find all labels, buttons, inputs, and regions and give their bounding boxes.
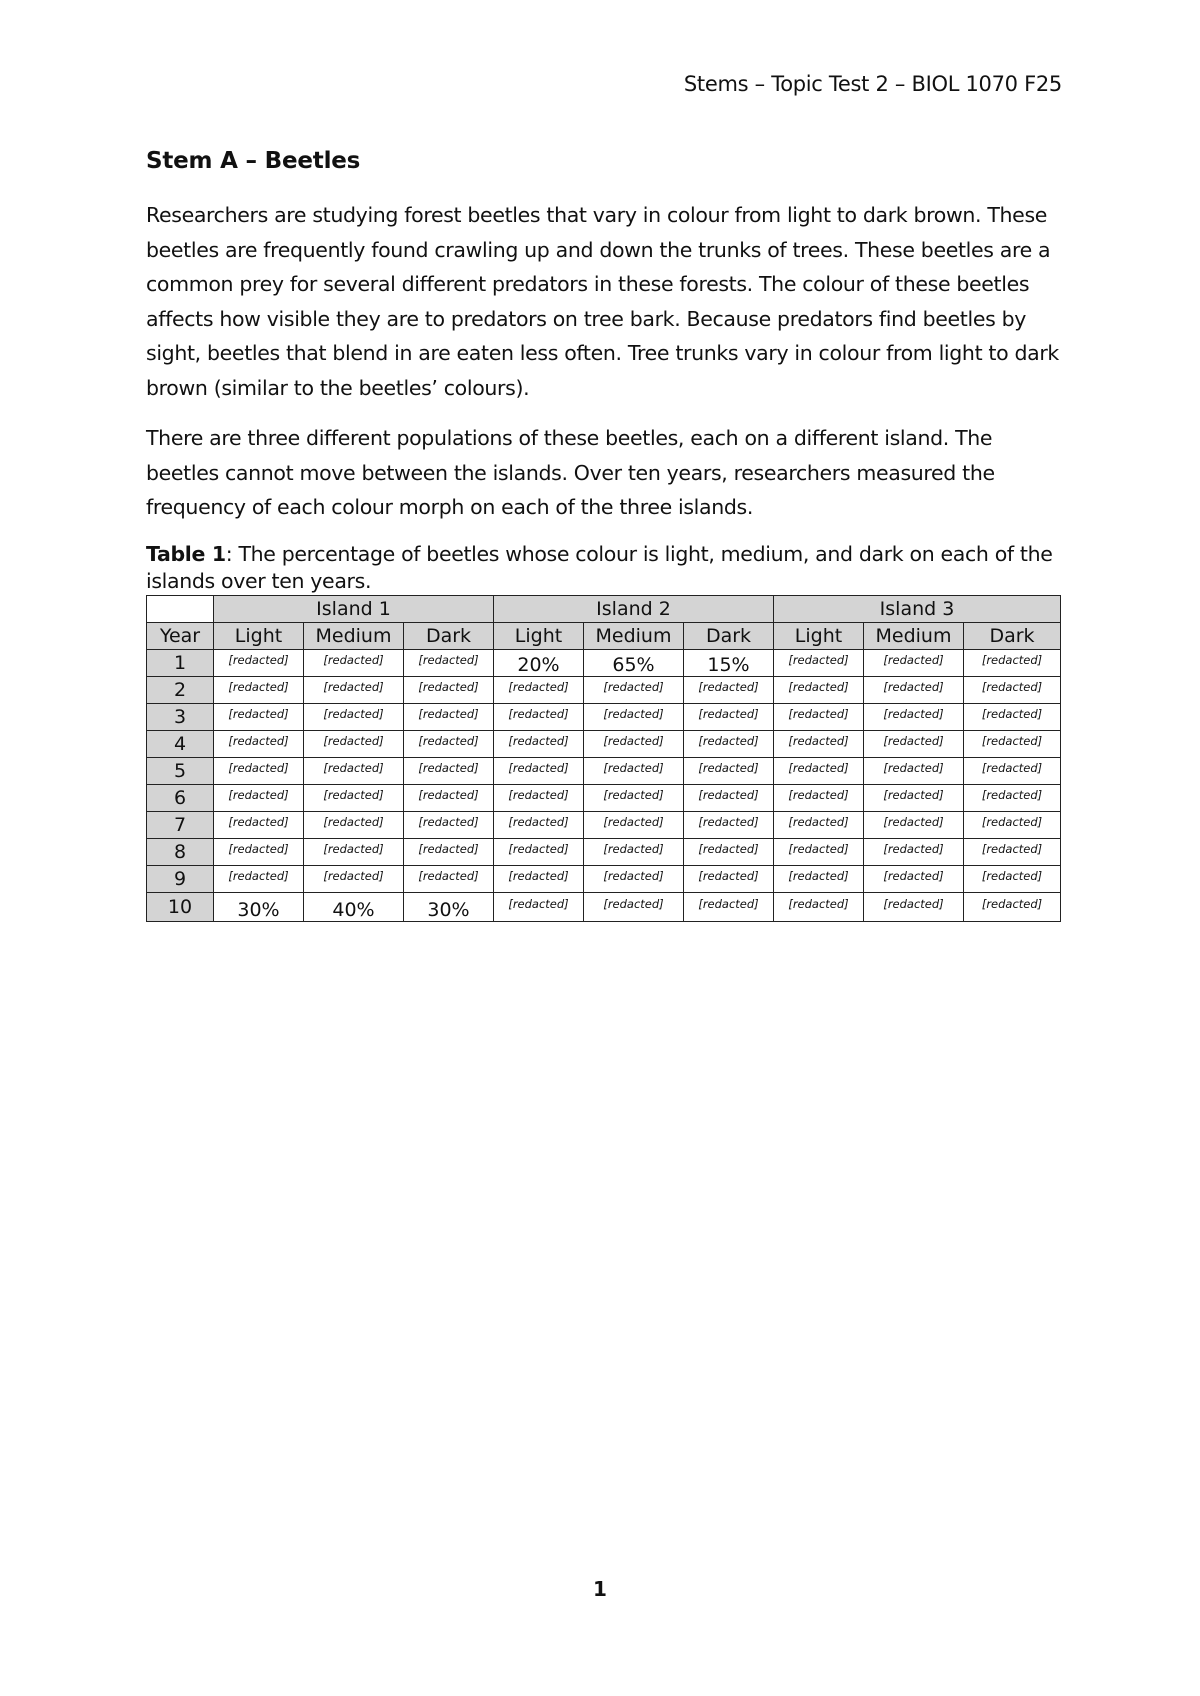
data-cell xyxy=(214,757,304,784)
data-cell xyxy=(774,703,864,730)
data-cell xyxy=(774,892,864,921)
redacted-value: [redacted] xyxy=(788,679,849,694)
data-cell xyxy=(774,676,864,703)
column-header-dark: Dark xyxy=(684,622,774,649)
table-row xyxy=(147,838,1061,865)
data-cell xyxy=(494,730,584,757)
data-cell xyxy=(774,865,864,892)
redacted-value: [redacted] xyxy=(228,814,289,829)
data-cell xyxy=(214,865,304,892)
data-cell xyxy=(584,703,684,730)
redacted-value: [redacted] xyxy=(883,706,944,721)
redacted-value: [redacted] xyxy=(418,787,479,802)
redacted-value: [redacted] xyxy=(698,733,759,748)
year-cell: 4 xyxy=(147,730,214,757)
redacted-value: [redacted] xyxy=(883,868,944,883)
redacted-value: [redacted] xyxy=(981,868,1043,883)
redacted-value: [redacted] xyxy=(603,841,664,856)
redacted-value: [redacted] xyxy=(508,787,569,802)
redacted-value: [redacted] xyxy=(981,706,1043,721)
stem-title: Stem A – Beetles xyxy=(146,148,361,174)
data-cell xyxy=(774,757,864,784)
redacted-value: [redacted] xyxy=(788,896,849,911)
data-cell xyxy=(964,865,1061,892)
redacted-value: [redacted] xyxy=(508,814,569,829)
column-header-light: Light xyxy=(494,622,584,649)
table-row xyxy=(147,757,1061,784)
year-cell: 10 xyxy=(147,892,214,921)
data-cell xyxy=(214,730,304,757)
data-cell xyxy=(304,757,404,784)
year-cell: 7 xyxy=(147,811,214,838)
year-cell: 9 xyxy=(147,865,214,892)
document-content xyxy=(146,148,1060,922)
data-cell xyxy=(684,757,774,784)
data-cell xyxy=(304,703,404,730)
redacted-value: [redacted] xyxy=(981,814,1043,829)
redacted-value: [redacted] xyxy=(981,679,1043,694)
redacted-value: [redacted] xyxy=(883,760,944,775)
redacted-value: [redacted] xyxy=(418,706,479,721)
data-cell xyxy=(584,784,684,811)
data-cell xyxy=(864,838,964,865)
redacted-value: [redacted] xyxy=(883,787,944,802)
data-cell xyxy=(864,811,964,838)
redacted-value: [redacted] xyxy=(323,706,384,721)
column-header-medium: Medium xyxy=(584,622,684,649)
redacted-value: [redacted] xyxy=(228,841,289,856)
data-cell xyxy=(774,838,864,865)
data-cell xyxy=(964,703,1061,730)
redacted-value: [redacted] xyxy=(508,841,569,856)
data-cell xyxy=(864,865,964,892)
data-cell xyxy=(964,676,1061,703)
redacted-value: [redacted] xyxy=(228,652,289,667)
data-cell xyxy=(964,757,1061,784)
redacted-value: [redacted] xyxy=(788,652,849,667)
data-cell xyxy=(864,892,964,921)
table-body xyxy=(147,649,1061,921)
data-cell xyxy=(304,811,404,838)
column-header-medium: Medium xyxy=(864,622,964,649)
year-cell: 8 xyxy=(147,838,214,865)
data-cell xyxy=(684,730,774,757)
data-cell xyxy=(404,784,494,811)
redacted-value: [redacted] xyxy=(698,706,759,721)
redacted-value: [redacted] xyxy=(228,679,289,694)
data-cell xyxy=(214,784,304,811)
data-cell xyxy=(584,730,684,757)
year-cell: 5 xyxy=(147,757,214,784)
island-1-header: Island 1 xyxy=(214,595,494,622)
redacted-value: [redacted] xyxy=(981,841,1043,856)
year-cell: 6 xyxy=(147,784,214,811)
data-cell xyxy=(304,649,404,676)
data-cell xyxy=(864,730,964,757)
data-cell xyxy=(494,892,584,921)
redacted-value: [redacted] xyxy=(981,896,1043,911)
data-cell xyxy=(404,757,494,784)
redacted-value: [redacted] xyxy=(981,787,1043,802)
data-cell xyxy=(404,811,494,838)
redacted-value: [redacted] xyxy=(418,679,479,694)
table-caption-label: Table 1 xyxy=(146,541,226,566)
data-cell: 30% xyxy=(214,892,304,921)
year-header: Year xyxy=(147,622,214,649)
redacted-value: [redacted] xyxy=(418,652,479,667)
redacted-value: [redacted] xyxy=(228,706,289,721)
redacted-value: [redacted] xyxy=(883,733,944,748)
data-cell xyxy=(684,892,774,921)
redacted-value: [redacted] xyxy=(508,868,569,883)
data-cell xyxy=(404,676,494,703)
redacted-value: [redacted] xyxy=(788,760,849,775)
page-number: 1 xyxy=(593,1577,607,1601)
year-cell: 2 xyxy=(147,676,214,703)
redacted-value: [redacted] xyxy=(418,760,479,775)
data-cell: 15% xyxy=(684,649,774,676)
redacted-value: [redacted] xyxy=(981,760,1043,775)
data-cell xyxy=(214,703,304,730)
table-row xyxy=(147,649,1061,676)
year-cell: 1 xyxy=(147,649,214,676)
redacted-value: [redacted] xyxy=(788,706,849,721)
data-cell xyxy=(684,703,774,730)
data-cell xyxy=(584,865,684,892)
data-cell: 65% xyxy=(584,649,684,676)
data-cell xyxy=(864,784,964,811)
data-cell xyxy=(864,676,964,703)
redacted-value: [redacted] xyxy=(418,814,479,829)
redacted-value: [redacted] xyxy=(698,896,759,911)
data-cell xyxy=(964,730,1061,757)
redacted-value: [redacted] xyxy=(323,733,384,748)
data-cell xyxy=(964,649,1061,676)
redacted-value: [redacted] xyxy=(228,760,289,775)
redacted-value: [redacted] xyxy=(323,787,384,802)
data-cell: 20% xyxy=(494,649,584,676)
redacted-value: [redacted] xyxy=(508,679,569,694)
column-header-light: Light xyxy=(774,622,864,649)
data-cell xyxy=(304,865,404,892)
redacted-value: [redacted] xyxy=(418,868,479,883)
data-cell xyxy=(494,757,584,784)
data-cell xyxy=(494,703,584,730)
redacted-value: [redacted] xyxy=(788,868,849,883)
redacted-value: [redacted] xyxy=(508,706,569,721)
data-cell xyxy=(584,811,684,838)
table-row xyxy=(147,703,1061,730)
table-row xyxy=(147,892,1061,921)
redacted-value: [redacted] xyxy=(418,733,479,748)
column-header-medium: Medium xyxy=(304,622,404,649)
data-cell xyxy=(494,811,584,838)
table-row xyxy=(147,676,1061,703)
data-cell xyxy=(404,703,494,730)
data-cell xyxy=(964,784,1061,811)
redacted-value: [redacted] xyxy=(698,760,759,775)
redacted-value: [redacted] xyxy=(788,787,849,802)
data-cell xyxy=(864,757,964,784)
data-cell xyxy=(684,784,774,811)
redacted-value: [redacted] xyxy=(228,733,289,748)
redacted-value: [redacted] xyxy=(788,733,849,748)
redacted-value: [redacted] xyxy=(603,896,664,911)
data-cell xyxy=(494,838,584,865)
redacted-value: [redacted] xyxy=(323,679,384,694)
island-header-row xyxy=(147,595,1061,622)
redacted-value: [redacted] xyxy=(323,814,384,829)
redacted-value: [redacted] xyxy=(698,841,759,856)
data-cell xyxy=(774,730,864,757)
redacted-value: [redacted] xyxy=(418,841,479,856)
data-cell xyxy=(404,838,494,865)
data-cell xyxy=(684,865,774,892)
redacted-value: [redacted] xyxy=(323,841,384,856)
data-cell xyxy=(864,649,964,676)
redacted-value: [redacted] xyxy=(228,868,289,883)
data-cell xyxy=(404,865,494,892)
redacted-value: [redacted] xyxy=(603,679,664,694)
redacted-value: [redacted] xyxy=(323,652,384,667)
data-cell xyxy=(964,892,1061,921)
data-cell: 40% xyxy=(304,892,404,921)
redacted-value: [redacted] xyxy=(508,733,569,748)
redacted-value: [redacted] xyxy=(883,652,944,667)
redacted-value: [redacted] xyxy=(981,652,1043,667)
data-cell xyxy=(304,838,404,865)
redacted-value: [redacted] xyxy=(698,814,759,829)
column-header-light: Light xyxy=(214,622,304,649)
column-header-row xyxy=(147,622,1061,649)
table-caption xyxy=(146,541,1060,595)
data-cell xyxy=(584,892,684,921)
redacted-value: [redacted] xyxy=(603,760,664,775)
data-cell xyxy=(404,730,494,757)
redacted-value: [redacted] xyxy=(698,868,759,883)
data-cell: 30% xyxy=(404,892,494,921)
redacted-value: [redacted] xyxy=(698,679,759,694)
redacted-value: [redacted] xyxy=(603,787,664,802)
stem-paragraph-1: Researchers are studying forest beetles that vary in colour from light to dark brown. These beetles are frequently found crawling up and down the trunks of trees. These beetles are a common prey for several different predators in these forests. The colour of these beetles affects how visible they are to predators on tree bark. Because predators find beetles by sight, beetles that blend in are eaten less often. Tree trunks vary in colour from light to dark brown (similar to the beetles’ colours). xyxy=(146,203,1059,400)
redacted-value: [redacted] xyxy=(788,841,849,856)
table-row xyxy=(147,865,1061,892)
redacted-value: [redacted] xyxy=(883,814,944,829)
corner-cell xyxy=(147,595,214,622)
data-cell xyxy=(214,811,304,838)
table-row xyxy=(147,784,1061,811)
beetle-colour-table xyxy=(146,595,1061,922)
data-cell xyxy=(584,757,684,784)
data-cell xyxy=(404,649,494,676)
data-cell xyxy=(584,676,684,703)
column-header-dark: Dark xyxy=(404,622,494,649)
redacted-value: [redacted] xyxy=(603,868,664,883)
redacted-value: [redacted] xyxy=(883,841,944,856)
island-3-header: Island 3 xyxy=(774,595,1061,622)
redacted-value: [redacted] xyxy=(323,868,384,883)
redacted-value: [redacted] xyxy=(603,733,664,748)
island-2-header: Island 2 xyxy=(494,595,774,622)
data-cell xyxy=(214,649,304,676)
redacted-value: [redacted] xyxy=(883,896,944,911)
redacted-value: [redacted] xyxy=(981,733,1043,748)
data-cell xyxy=(214,676,304,703)
redacted-value: [redacted] xyxy=(508,896,569,911)
data-cell xyxy=(584,838,684,865)
redacted-value: [redacted] xyxy=(508,760,569,775)
data-cell xyxy=(684,676,774,703)
data-cell xyxy=(684,838,774,865)
data-cell xyxy=(964,811,1061,838)
redacted-value: [redacted] xyxy=(228,787,289,802)
column-header-dark: Dark xyxy=(964,622,1061,649)
data-cell xyxy=(494,865,584,892)
data-cell xyxy=(304,784,404,811)
data-cell xyxy=(494,676,584,703)
redacted-value: [redacted] xyxy=(698,787,759,802)
redacted-value: [redacted] xyxy=(603,706,664,721)
data-cell xyxy=(684,811,774,838)
table-row xyxy=(147,811,1061,838)
redacted-value: [redacted] xyxy=(603,814,664,829)
redacted-value: [redacted] xyxy=(788,814,849,829)
data-cell xyxy=(304,676,404,703)
running-header: Stems – Topic Test 2 – BIOL 1070 F25 xyxy=(683,72,1062,96)
redacted-value: [redacted] xyxy=(323,760,384,775)
data-cell xyxy=(774,649,864,676)
year-cell: 3 xyxy=(147,703,214,730)
stem-paragraph-2: There are three different populations of these beetles, each on a different island. The beetles cannot move between the islands. Over ten years, researchers measured the frequency of each colour morph on each of the three islands. xyxy=(146,426,995,519)
data-cell xyxy=(964,838,1061,865)
table-caption-text: : The percentage of beetles whose colour is light, medium, and dark on each of the islands over ten years. xyxy=(146,541,1053,593)
data-cell xyxy=(304,730,404,757)
data-cell xyxy=(864,703,964,730)
data-cell xyxy=(214,838,304,865)
data-cell xyxy=(774,811,864,838)
data-cell xyxy=(494,784,584,811)
data-cell xyxy=(774,784,864,811)
table-row xyxy=(147,730,1061,757)
redacted-value: [redacted] xyxy=(883,679,944,694)
